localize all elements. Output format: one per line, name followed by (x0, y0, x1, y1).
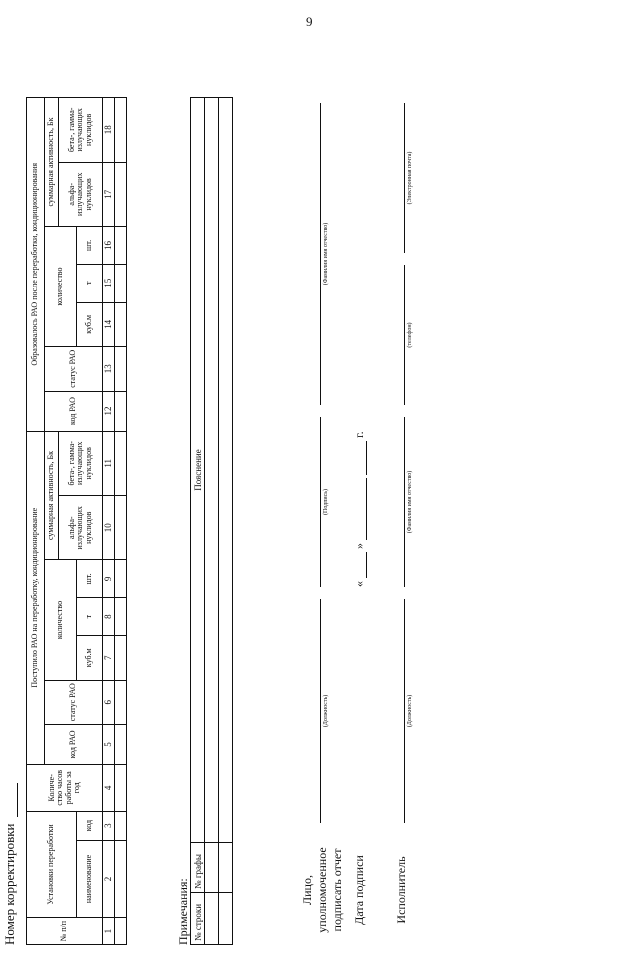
sign-date-field[interactable] (352, 431, 367, 587)
table-cell[interactable] (205, 843, 219, 893)
col-install-name: наименование (77, 840, 103, 918)
year-suffix: г. (352, 431, 366, 438)
fio-caption: (Фамилия имя отчество) (323, 222, 329, 286)
col-install-code: код (77, 811, 103, 840)
table-cell[interactable] (115, 302, 127, 346)
notes-label: Примечания: (176, 878, 190, 945)
table-cell[interactable] (115, 431, 127, 496)
correction-label: Номер корректировки (2, 823, 17, 945)
table-cell[interactable] (219, 98, 233, 843)
column-number: 17 (103, 162, 115, 226)
table-cell[interactable] (115, 162, 127, 226)
page-number: 9 (306, 14, 313, 29)
executor-position-line[interactable] (404, 599, 405, 823)
executor-fio-line[interactable] (404, 417, 405, 587)
table-cell[interactable] (115, 724, 127, 764)
column-number: 1 (103, 918, 115, 945)
column-numbers-row (103, 98, 115, 945)
column-number: 8 (103, 598, 115, 636)
table-cell[interactable] (115, 680, 127, 724)
executor-phone-caption: (телефон) (407, 322, 413, 348)
table-cell[interactable] (219, 843, 233, 893)
col-alpha-2: альфа- излучающих нуклидов (59, 162, 103, 226)
executor-email-caption: (Электронная почта) (407, 151, 413, 205)
notes-table (190, 97, 233, 945)
col-code-rao-2: код РАО (45, 391, 103, 431)
col-hours: Количе- ство часов работы за год (27, 764, 103, 811)
col-alpha-1: альфа- излучающих нуклидов (59, 496, 103, 560)
executor-phone-line[interactable] (404, 265, 405, 405)
col-m3-2: куб.м (77, 302, 103, 346)
notes-col-row: № строки (191, 893, 205, 945)
col-formed: Образовалось РАО после переработки, кондиционирования (27, 98, 45, 432)
notes-col-explanation: Пояснение (191, 98, 205, 843)
column-number: 3 (103, 811, 115, 840)
col-status-rao-1: статус РАО (45, 680, 103, 724)
table-cell[interactable] (115, 560, 127, 598)
date-close-quote: » (352, 543, 366, 549)
rotated-form-page (0, 75, 542, 965)
table-cell[interactable] (115, 98, 127, 163)
column-number: 2 (103, 840, 115, 918)
col-m3-1: куб.м (77, 636, 103, 680)
table-cell[interactable] (115, 918, 127, 945)
column-number: 12 (103, 391, 115, 431)
table-cell[interactable] (115, 840, 127, 918)
correction-number (2, 783, 18, 945)
col-qty-2: количество (45, 227, 77, 347)
sign-date-label: Дата подписи (352, 855, 366, 925)
table-row (205, 98, 219, 945)
col-pcs-1: шт. (77, 560, 103, 598)
column-number: 13 (103, 347, 115, 391)
table-cell[interactable] (115, 264, 127, 302)
column-number: 14 (103, 302, 115, 346)
col-qty-1: количество (45, 560, 77, 680)
column-number: 5 (103, 724, 115, 764)
executor-position-caption: (Должность) (407, 694, 413, 728)
col-received: Поступило РАО на переработку, кондиционирование (27, 431, 45, 764)
signature-caption: (Подпись) (323, 488, 329, 516)
column-number: 15 (103, 264, 115, 302)
col-t-1: т (77, 598, 103, 636)
fio-line[interactable] (320, 103, 321, 405)
column-number: 18 (103, 98, 115, 163)
col-status-rao-2: статус РАО (45, 347, 103, 391)
col-beta-2: бета-, гамма- излучающих нуклидов (59, 98, 103, 163)
table-row (115, 98, 127, 945)
table-cell[interactable] (115, 764, 127, 811)
notes-col-graph: № графы (191, 843, 205, 893)
col-num: № п/п (27, 918, 103, 945)
authorized-person-label: Лицо, уполномоченное подписать отчет (300, 847, 344, 933)
day-line[interactable] (357, 552, 367, 578)
table-cell[interactable] (115, 391, 127, 431)
col-pcs-2: шт. (77, 227, 103, 265)
month-line[interactable] (357, 478, 367, 540)
executor-label: Исполнитель (394, 856, 408, 924)
column-number: 4 (103, 764, 115, 811)
col-activity-2: суммарная активность, Бк (45, 98, 59, 227)
position-caption: (Должность) (323, 694, 329, 728)
date-open-quote: « (352, 581, 366, 587)
column-number: 11 (103, 431, 115, 496)
col-t-2: т (77, 264, 103, 302)
table-cell[interactable] (115, 496, 127, 560)
processing-table (26, 97, 127, 945)
table-cell[interactable] (115, 636, 127, 680)
table-cell[interactable] (205, 893, 219, 945)
col-install: Установки переработки (27, 811, 77, 918)
column-number: 10 (103, 496, 115, 560)
signature-line[interactable] (320, 417, 321, 587)
table-cell[interactable] (219, 893, 233, 945)
table-cell[interactable] (115, 811, 127, 840)
column-number: 9 (103, 560, 115, 598)
table-row (219, 98, 233, 945)
table-cell[interactable] (115, 347, 127, 391)
col-beta-1: бета-, гамма- излучающих нуклидов (59, 431, 103, 496)
executor-email-line[interactable] (404, 103, 405, 253)
table-cell[interactable] (115, 227, 127, 265)
correction-field (6, 783, 18, 817)
table-cell[interactable] (115, 598, 127, 636)
table-cell[interactable] (205, 98, 219, 843)
column-number: 16 (103, 227, 115, 265)
year-line[interactable] (357, 441, 367, 475)
column-number: 7 (103, 636, 115, 680)
column-number: 6 (103, 680, 115, 724)
col-code-rao-1: код РАО (45, 724, 103, 764)
executor-fio-caption: (Фамилия имя отчество) (407, 470, 413, 534)
col-activity-1: суммарная активность, Бк (45, 431, 59, 560)
position-line[interactable] (320, 599, 321, 823)
